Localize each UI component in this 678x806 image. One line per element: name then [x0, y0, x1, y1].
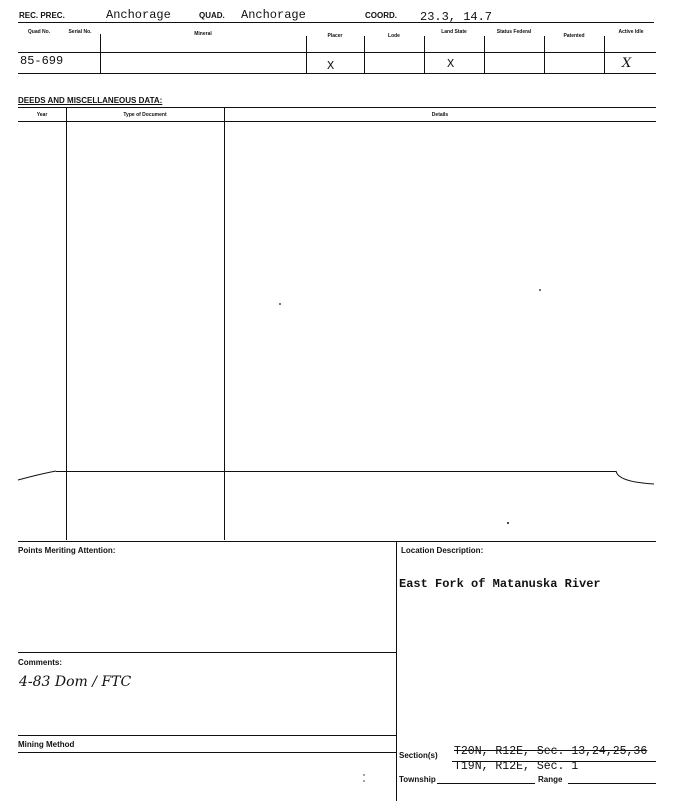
rec-prec-value: Anchorage	[106, 8, 171, 22]
col-active-idle: Active Idle	[618, 29, 644, 35]
location-description-label: Location Description:	[401, 546, 484, 555]
col-details: Details	[431, 112, 449, 118]
deeds-section-title: DEEDS AND MISCELLANEOUS DATA:	[18, 96, 163, 105]
comments-label: Comments:	[18, 658, 63, 667]
quad-label: QUAD.	[199, 11, 225, 20]
land-state-mark: X	[447, 57, 455, 71]
active-idle-mark: X	[622, 56, 632, 71]
col-serial-no: Serial No.	[68, 29, 92, 35]
rec-prec-label: REC. PREC.	[19, 11, 65, 20]
col-quad-no: Quad No.	[27, 29, 51, 35]
quad-no-value: 85-699	[20, 54, 64, 68]
col-type-of-document: Type of Document	[123, 112, 167, 118]
mining-method-label: Mining Method	[18, 740, 75, 749]
col-patented: Patented	[563, 33, 585, 39]
township-label: Township	[399, 775, 436, 784]
section-label: Section(s)	[399, 751, 438, 760]
range-label: Range	[538, 775, 563, 784]
points-meriting-attention-label: Points Meriting Attention:	[18, 546, 116, 555]
placer-mark: X	[327, 59, 335, 73]
coord-label: COORD.	[365, 11, 397, 20]
quad-value: Anchorage	[241, 8, 306, 22]
comments-handwritten-value: 4-83 Dom / FTC	[19, 674, 132, 690]
col-land-state: Land State	[441, 29, 467, 35]
col-status-federal: Status Federal	[496, 29, 532, 35]
col-mineral: Mineral	[194, 31, 212, 37]
col-placer: Placer	[327, 33, 343, 39]
section-value: T20N, R12E, Sec. 13,24,25,36	[454, 745, 648, 758]
coord-value: 23.3, 14.7	[420, 10, 493, 24]
col-year: Year	[36, 112, 48, 118]
location-description-value: East Fork of Matanuska River	[399, 577, 601, 591]
township-value: T19N, R12E, Sec. 1	[454, 760, 579, 773]
col-lode: Lode	[388, 33, 400, 39]
